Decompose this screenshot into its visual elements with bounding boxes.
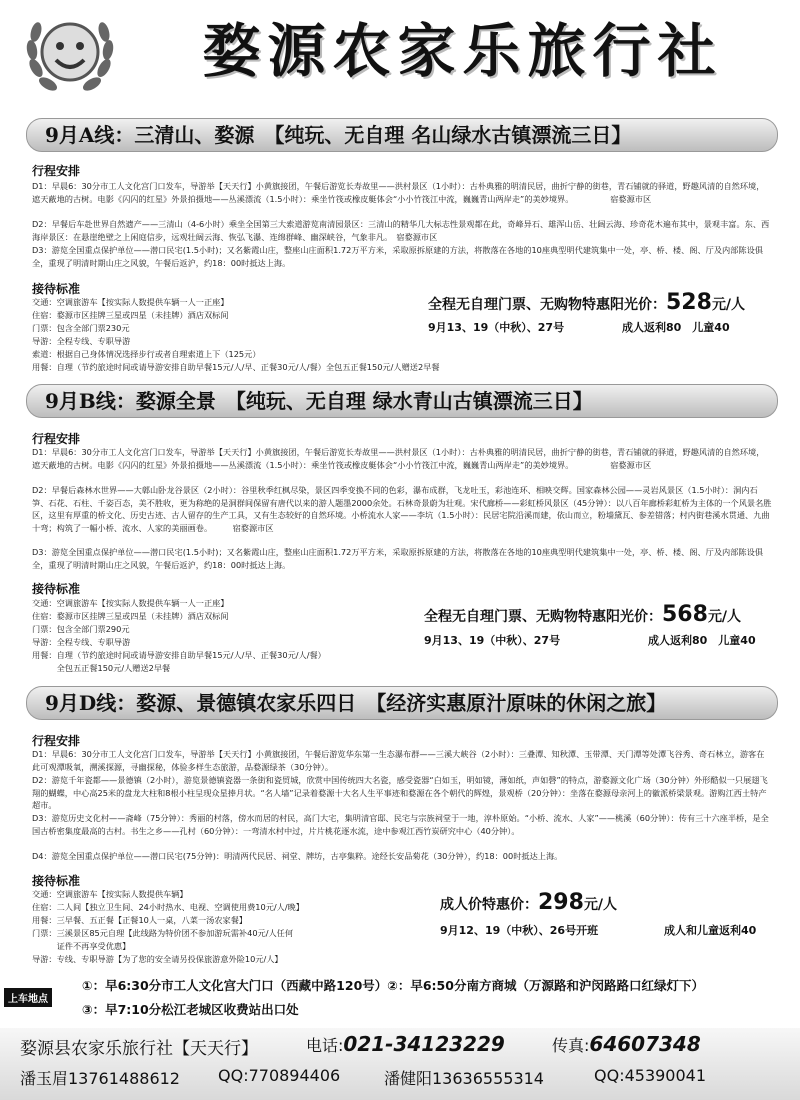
itinerary-day: D3：游览全国重点保护单位——潜口民宅(1.5小时)；又名紫霞山庄，整座山庄面积1.72万平方米，采取原拆原建的方法，将散落在各地的10座典型明代建筑集中一处，亭、桥、楼、阁、厅及内部陈设俱全，重现了明清时期山庄之风貌，午餐后返沪，约18：00时抵达上海。 <box>32 547 763 570</box>
price-value: 298 <box>538 890 584 915</box>
standard-item: 交通：空调旅游车【按实际人数提供车辆一人一正座】 <box>32 598 229 608</box>
schedule-label: 行程安排 <box>32 734 81 748</box>
itinerary-day: D4：游览全国重点保护单位——潜口民宅(75分钟)：明清两代民居、祠堂、牌坊，古亭集粹。途经长安品菊花（30分钟），约18：00时抵达上海。 <box>32 851 563 861</box>
tour-line-d <box>0 686 800 968</box>
itinerary-day: D1：早晨6：30分市工人文化宫门口发车，导游举【天天行】小黄旗接团，午餐后游览华东第一生态瀑布群——三溪大峡谷（2小时）：三叠潭、知秋潭、玉带潭、天门潭等处潭飞谷秀、奇石林立，游客在此可观潭吸氧，溯溪探源，寻幽探秘，体验多样生态旅游，品婺源绿茶（30分钟）。 <box>32 749 765 772</box>
standard-item: 门票：包含全部门票230元 <box>32 323 130 333</box>
price-unit: 元/人 <box>707 609 742 625</box>
itinerary-day: D3：游览全国重点保护单位——潜口民宅(1.5小时)；又名紫霞山庄，整座山庄面积1.72万平方米，采取原拆原建的方法，将散落在各地的10座典型明代建筑集中一处，亭、桥、楼、阁、厅及内部陈设俱全，重现了明清时期山庄之风貌，午餐后返沪，约18：00时抵达上海。 <box>32 245 763 268</box>
itinerary-day: D1：早晨6：30分市工人文化宫门口发车，导游举【天天行】小黄旗接团，午餐后游览长寿故里——洪村景区（1小时）：古朴典雅的明清民居，曲折宁静的街巷，青石铺就的驿道，野趣风清的自然环境，遮天蔽地的古树。电影《闪闪的红星》外景拍摄地——丛溪漂流（1.5小时）：乘坐竹筏或橡皮艇体会“小小竹筏江中流，巍巍青山两岸走”的美妙境界。 宿婺源市区 <box>32 447 765 470</box>
standard-label: 接待标准 <box>32 282 81 296</box>
line-banner-text: 9月A线：三清山、婺源 【纯玩、无自理 名山绿水古镇漂流三日】 <box>45 123 632 147</box>
contact-footer <box>0 1028 800 1100</box>
standard-item: 用餐：自理（节约旅途时间或请导游安排自助早餐15元/人/早、正餐30元/人/餐） <box>32 650 326 660</box>
standard-label: 接待标准 <box>32 874 81 888</box>
boarding-line: ①：早6:30分市工人文化宫大门口（西藏中路120号）②：早6:50分南方商城（万源路和沪闵路路口红绿灯下） <box>82 978 704 993</box>
itinerary-day: D2：早餐后森林水世界——大鄣山卧龙谷景区（2小时）：谷里秋季红枫尽染，景区四季变换不同的色彩，瀑布成群，飞龙吐玉，彩池连环、相映交辉。国家森林公园——灵岩风景区（1.5小时）：洞内石笋、石花、石柱、千姿百态，美不胜收，更为称绝的是洞群间保留有唐代以来的游人题墨2000余处。石林奇景蔚为壮观。宋代廊桥——彩虹桥风景区（45分钟）：以八百年廊桥彩虹桥为主体的一个风景名胜区，这里有厚重的桥文化、历史古迹、古人留存的生产工具，又有生态较好的自然环境。小桥流水人家——李坑（1.5小时）：民居宅院沿溪而建，依山而立，粉墙黛瓦、参差错落；村内街巷溪水贯通、九曲十弯；构筑了一幅小桥、流水、人家的美丽画卷。 宿婺源市区 <box>32 485 772 533</box>
boarding-tag: 上车地点 <box>4 988 52 1007</box>
standard-item: 住宿：婺源市区挂牌三星或四星（未挂牌）酒店双标间 <box>32 310 229 320</box>
standard-item: 证件不再享受优惠】 <box>32 941 131 951</box>
itinerary-day: D2：早餐后车赴世界自然遗产——三清山（4-6小时）乘坐全国第三大索道游览南清园景区：三清山的精华几大标志性景观都在此，奇峰异石、雄浑山岳、壮阔云海、珍奇花木遍布其中，景观丰富。东、西海岸景区：在悬崖绝壁之上闲庭信步，远观壮阔云海、恢弘飞瀑、连绵群峰、幽深峡谷，气象非凡。 宿婺源市区 <box>32 219 770 242</box>
standard-item: 住宿：婺源市区挂牌三星或四星（未挂牌）酒店双标间 <box>32 611 229 621</box>
tour-line-b <box>0 384 800 680</box>
standard-item: 交通：空调旅游车【按实际人数提供车辆一人一正座】 <box>32 297 229 307</box>
standard-item: 用餐：三早餐、五正餐【正餐10人一桌，八菜一汤农家餐】 <box>32 915 248 925</box>
standard-item: 索道：根据自己身体情况选择步行或者自理索道上下（125元） <box>32 349 261 359</box>
contact-1: 潘玉眉13761488612 <box>20 1069 180 1088</box>
contact-1-qq: QQ:770894406 <box>218 1066 341 1085</box>
contact-2-qq: QQ:45390041 <box>594 1066 707 1085</box>
standard-item: 导游：全程专线、专职导游 <box>32 336 131 346</box>
standard-item: 用餐：自理（节约旅途时间或请导游安排自助早餐15元/人/早、正餐30元/人/餐）全包五正餐150元/人赠送2早餐 <box>32 362 440 372</box>
price-label: 全程无自理门票、无购物特惠阳光价： <box>428 297 666 313</box>
price-value: 528 <box>666 290 712 315</box>
line-banner <box>26 686 778 720</box>
departure-dates: 9月13、19（中秋）、27号 <box>424 634 561 647</box>
refund-info: 成人和儿童返利40 <box>664 924 757 937</box>
standard-item: 导游：专线、专职导游【为了您的安全请另投保旅游意外险10元/人】 <box>32 954 283 964</box>
standard-item: 交通：空调旅游车【按实际人数提供车辆】 <box>32 889 188 899</box>
tel-label: 电话: <box>306 1036 344 1055</box>
line-banner <box>26 384 778 418</box>
boarding-locations <box>0 970 800 1028</box>
page-header <box>0 0 800 108</box>
standard-item: 全包五正餐150元/人赠送2早餐 <box>32 663 171 673</box>
departure-dates: 9月13、19（中秋）、27号 <box>428 321 565 334</box>
standard-item: 住宿：二人间【独立卫生间、24小时热水、电视、空调使用费10元/人/晚】 <box>32 902 304 912</box>
fax-label: 传真: <box>552 1036 590 1055</box>
schedule-label: 行程安排 <box>32 164 81 178</box>
agency-name: 婺源县农家乐旅行社【天天行】 <box>20 1039 258 1059</box>
price-label: 成人价特惠价： <box>440 897 538 913</box>
tel-number: 021-34123229 <box>343 1032 505 1056</box>
departure-dates: 9月12、19（中秋）、26号开班 <box>440 924 599 937</box>
itinerary-day: D3：游览历史文化村——斋峰（75分钟）：秀丽的村落，傍水而居的村民，高门大宅，集明清官邸、民宅与宗族祠堂于一地，淳朴原始。“小桥、流水、人家”——桃溪（60分钟）：传有三十六座半桥，是全国古桥密集度最高的古村。书生之乡——孔村（60分钟）：一弯清水村中过，片片桃花逐水流，途中参观江西竹炭研究中心（40分钟）。 <box>32 813 769 836</box>
price-unit: 元/人 <box>711 297 746 313</box>
price-label: 全程无自理门票、无购物特惠阳光价： <box>424 609 662 625</box>
refund-info: 成人返利80 儿童40 <box>648 634 756 647</box>
line-banner <box>26 118 778 152</box>
price-unit: 元/人 <box>583 897 618 913</box>
fax-number: 64607348 <box>589 1032 701 1056</box>
standard-label: 接待标准 <box>32 582 81 596</box>
contact-2: 潘健阳13636555314 <box>384 1069 544 1088</box>
telephone <box>306 1032 505 1056</box>
itinerary-day: D1：早晨6：30分市工人文化宫门口发车，导游举【天天行】小黄旗接团，午餐后游览长寿故里——洪村景区（1小时）：古朴典雅的明清民居，曲折宁静的街巷，青石铺就的驿道，野趣风清的自然环境，遮天蔽地的古树。电影《闪闪的红星》外景拍摄地——丛溪漂流（1.5小时）：乘坐竹筏或橡皮艇体会“小小竹筏江中流，巍巍青山两岸走”的美妙境界。 宿婺源市区 <box>32 181 765 204</box>
tour-line-a <box>0 118 800 380</box>
schedule-label: 行程安排 <box>32 432 81 446</box>
standard-item: 门票：包含全部门票290元 <box>32 624 130 634</box>
fax <box>552 1032 701 1056</box>
standard-item: 门票：三溪景区85元自理【此线路为特价团不参加游玩需补40元/人任何 <box>32 928 294 938</box>
standard-item: 导游：全程专线、专职导游 <box>32 637 131 647</box>
refund-info: 成人返利80 儿童40 <box>622 321 730 334</box>
price-line <box>424 602 741 627</box>
line-banner-text: 9月B线：婺源全景 【纯玩、无自理 绿水青山古镇漂流三日】 <box>45 389 593 413</box>
smiley-laurel-icon <box>22 8 118 100</box>
price-line <box>428 290 745 315</box>
itinerary-day: D2：游览千年瓷都——景德镇（2小时），游览景德镇瓷器一条街和瓷贸城，欣赏中国传统四大名瓷，感受瓷器“白如玉，明如镜，薄如纸，声如磬”的特点，游婺源文化广场（30分钟）外形酷似一只展翅飞翔的蝴蝶，中心高25米的盘龙大柱和8根小柱呈现众星捧月状。“名人墙”记录着婺源十大名人生平事迹和婺源在各个朝代的辉煌，景观桥（20分钟）：坐落在婺源母亲河上的徽派桥梁景观。游购江西土特产超市。 <box>32 775 768 811</box>
page-title: 婺源农家乐旅行社 <box>202 17 723 85</box>
price-value: 568 <box>662 602 708 627</box>
boarding-line: ③：早7:10分松江老城区收费站出口处 <box>82 1002 299 1017</box>
line-banner-text: 9月D线：婺源、景德镇农家乐四日 【经济实惠原汁原味的休闲之旅】 <box>45 691 667 715</box>
price-line <box>440 890 617 915</box>
